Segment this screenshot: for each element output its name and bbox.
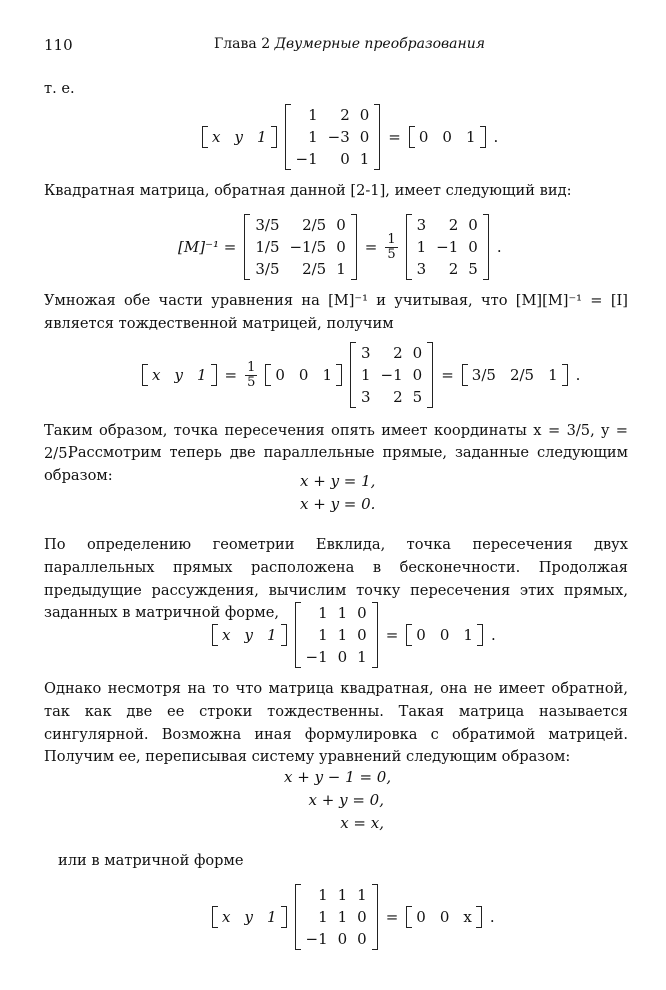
vector-entry: 0 xyxy=(275,366,285,384)
eq5-rhs-vector xyxy=(406,906,482,928)
matrix-cell: 1 xyxy=(308,106,318,124)
eq4-rhs-vector xyxy=(406,624,483,646)
equation-4: x y 1 1 1 0 1 1 0 −1 0 1 = 0 0 1 . xyxy=(212,602,496,668)
inverse-paragraph: Квадратная матрица, обратная данной [2-1], имеет следующий вид: xyxy=(44,182,572,199)
matrix-cell: 0 xyxy=(357,626,367,644)
matrix-row xyxy=(356,342,427,364)
eq1-lhs-vector xyxy=(202,126,277,148)
matrix-row xyxy=(291,148,375,170)
matrix-cell: 3 xyxy=(416,216,427,234)
system-2 xyxy=(284,766,392,835)
matrix-row xyxy=(412,236,483,258)
matrix-row xyxy=(301,928,372,950)
page-number: 110 xyxy=(44,36,73,54)
eq5-lhs-vector xyxy=(212,906,287,928)
matrix-cell: 1 xyxy=(308,128,318,146)
matrix-cell: −1/5 xyxy=(289,238,327,256)
system-1-line: x + y = 0. xyxy=(300,495,376,513)
matrix-cell: 0 xyxy=(336,238,346,256)
matrix-row xyxy=(301,906,372,928)
matrix-cell: 5 xyxy=(468,260,478,278)
vector-entry: y xyxy=(234,128,243,146)
matrix-row xyxy=(356,386,427,408)
eq3-fraction: $\frac{1}{5}$ xyxy=(247,359,256,390)
matrix-cell: 2 xyxy=(393,344,403,362)
matrix-cell: 2/5 xyxy=(302,216,327,234)
matrix-row xyxy=(250,214,350,236)
chapter-prefix: Глава 2 xyxy=(214,36,271,52)
eq4-lhs-vector xyxy=(212,624,287,646)
vector-entry: 0 xyxy=(439,626,450,644)
matrix-cell: 0 xyxy=(412,344,423,362)
matrix-cell: 0 xyxy=(359,128,370,146)
vector-entry: 1 xyxy=(196,366,207,384)
matrix-cell: 3 xyxy=(416,260,427,278)
system-1 xyxy=(300,470,375,516)
system-1-line: x + y = 1, xyxy=(300,472,376,490)
matrix-row xyxy=(291,126,375,148)
thus-paragraph: Таким образом, точка пересечения опять имеет координаты x = 3/5, y = 2/5. xyxy=(44,422,628,462)
matrix-row xyxy=(291,104,375,126)
vector-entry: y xyxy=(244,626,253,644)
eq2-label: [M]⁻¹ = xyxy=(178,238,237,256)
vector-entry: 0 xyxy=(298,366,309,384)
vector-entry: 0 xyxy=(418,128,429,146)
matrix-cell: 1 xyxy=(337,604,348,622)
matrix-cell: 0 xyxy=(357,908,367,926)
equation-3: x y 1 = $\frac{1}{5}$ 0 0 1 3 2 0 1 −1 0 3 2 5 = 3/5 2/5 1 . xyxy=(142,342,580,408)
matrix-row xyxy=(250,236,350,258)
equation-2-inverse: [M]⁻¹ = 3/5 2/5 0 1/5 −1/5 0 3/5 2/5 1 = $\frac{1}{5}$ 3 2 0 1 −1 0 3 2 5 . xyxy=(178,216,502,278)
system-2-line: x + y − 1 = 0, xyxy=(284,768,392,786)
vector-entry: 0 xyxy=(416,626,426,644)
matrix-cell: 1 xyxy=(318,604,328,622)
matrix-cell: −1 xyxy=(436,238,459,256)
matrix-cell: 0 xyxy=(337,648,348,666)
matrix-cell: 1 xyxy=(416,238,427,256)
parallel-paragraph: Рассмотрим теперь две параллельные прямые, заданные следующим образом: xyxy=(44,444,628,484)
vector-entry: 0 xyxy=(416,908,426,926)
eq5-matrix xyxy=(295,884,378,950)
matrix-row xyxy=(301,884,372,906)
matrix-cell: 1/5 xyxy=(255,238,280,256)
matrix-cell: 1 xyxy=(357,886,367,904)
matrix-row xyxy=(412,214,483,236)
matrix-cell: −3 xyxy=(327,128,350,146)
matrix-cell: 0 xyxy=(359,106,370,124)
matrix-cell: 1 xyxy=(361,366,371,384)
vector-entry: y xyxy=(244,908,253,926)
matrix-cell: 2/5 xyxy=(302,260,327,278)
matrix-cell: 0 xyxy=(357,930,367,948)
eq2-matrix-2 xyxy=(406,214,489,280)
matrix-cell: 1 xyxy=(337,626,348,644)
vector-entry: 2/5 xyxy=(509,366,535,384)
matrix-cell: −1 xyxy=(305,648,328,666)
vector-entry: 1 xyxy=(322,366,332,384)
eq1-matrix xyxy=(285,104,381,170)
matrix-cell: 3/5 xyxy=(255,260,280,278)
matrix-cell: 0 xyxy=(468,238,478,256)
te-text: т. е. xyxy=(44,80,75,97)
matrix-cell: −1 xyxy=(305,930,328,948)
running-header xyxy=(214,36,485,52)
however-paragraph: Однако несмотря на то что матрица квадратная, она не имеет обратной, так как две ее строки тождественны. Такая матрица называется сингулярной. Возможна иная формулировка с обратимой матрицей. Получим ее, переписывая систему уравнений следующим образом: xyxy=(44,680,628,766)
matrix-cell: 5 xyxy=(412,388,423,406)
vector-entry: x xyxy=(222,908,231,926)
eq3-rhs-vector xyxy=(462,364,568,386)
vector-entry: y xyxy=(174,366,183,384)
matrix-row xyxy=(301,646,372,668)
vector-entry: 1 xyxy=(266,626,277,644)
matrix-cell: 2 xyxy=(340,106,350,124)
matrix-cell: 3 xyxy=(361,388,371,406)
matrix-cell: 1 xyxy=(318,886,328,904)
matrix-cell: 1 xyxy=(357,648,367,666)
multiply-paragraph: Умножая обе части уравнения на [M]⁻¹ и учитывая, что [M][M]⁻¹ = [I] является тождественной матрицей, получим xyxy=(44,292,628,332)
matrix-cell: 3/5 xyxy=(255,216,280,234)
matrix-cell: 0 xyxy=(357,604,367,622)
matrix-cell: 1 xyxy=(337,886,348,904)
matrix-cell: 1 xyxy=(318,908,328,926)
matrix-cell: −1 xyxy=(380,366,403,384)
matrix-cell: 1 xyxy=(336,260,346,278)
vector-entry: 0 xyxy=(439,908,450,926)
matrix-cell: 2 xyxy=(448,260,459,278)
matrix-row xyxy=(301,602,372,624)
euclid-paragraph: По определению геометрии Евклида, точка пересечения двух параллельных прямых расположена в бесконечности. Продолжая предыдущие рассуждения, вычислим точку пересечения этих прямых, заданных в матричной форме, xyxy=(44,536,628,622)
vector-entry: x xyxy=(212,128,221,146)
matrix-cell: 2 xyxy=(393,388,403,406)
equation-5: x y 1 1 1 1 1 1 0 −1 0 0 = 0 0 x . xyxy=(212,884,495,950)
matrix-cell: 2 xyxy=(448,216,459,234)
system-2-line: x = x, xyxy=(340,814,384,832)
matrix-row xyxy=(301,624,372,646)
vector-entry: x xyxy=(222,626,231,644)
matrix-row xyxy=(412,258,483,280)
vector-entry: 3/5 xyxy=(471,366,496,384)
chapter-title: Двумерные преобразования xyxy=(274,36,486,52)
matrix-cell: −1 xyxy=(295,150,318,168)
vector-entry: 1 xyxy=(465,128,476,146)
eq2-matrix xyxy=(244,214,356,280)
matrix-form-paragraph: или в матричной форме xyxy=(58,852,244,869)
matrix-cell: 3 xyxy=(361,344,371,362)
eq3-matrix xyxy=(350,342,433,408)
matrix-cell: 0 xyxy=(336,216,346,234)
vector-entry: 1 xyxy=(256,128,267,146)
vector-entry: 0 xyxy=(442,128,452,146)
matrix-cell: 0 xyxy=(340,150,350,168)
eq1-rhs-vector xyxy=(409,126,486,148)
matrix-cell: 0 xyxy=(337,930,348,948)
matrix-row xyxy=(356,364,427,386)
eq4-matrix xyxy=(295,602,378,668)
matrix-cell: 1 xyxy=(337,908,348,926)
matrix-row xyxy=(250,258,350,280)
vector-entry: 1 xyxy=(266,908,277,926)
vector-entry: x xyxy=(152,366,161,384)
matrix-cell: 1 xyxy=(359,150,370,168)
matrix-cell: 0 xyxy=(412,366,423,384)
vector-entry: 1 xyxy=(463,626,473,644)
eq3-lhs-vector xyxy=(142,364,217,386)
equation-1: x y 1 1 2 0 1 −3 0 −1 0 1 = 0 0 1 . xyxy=(202,104,498,170)
matrix-cell: 0 xyxy=(468,216,478,234)
system-2-line: x + y = 0, xyxy=(308,791,384,809)
matrix-cell: 1 xyxy=(318,626,328,644)
vector-entry: x xyxy=(463,908,472,926)
eq2-fraction: $\frac{1}{5}$ xyxy=(387,231,396,262)
eq3-vector xyxy=(265,364,342,386)
vector-entry: 1 xyxy=(548,366,558,384)
